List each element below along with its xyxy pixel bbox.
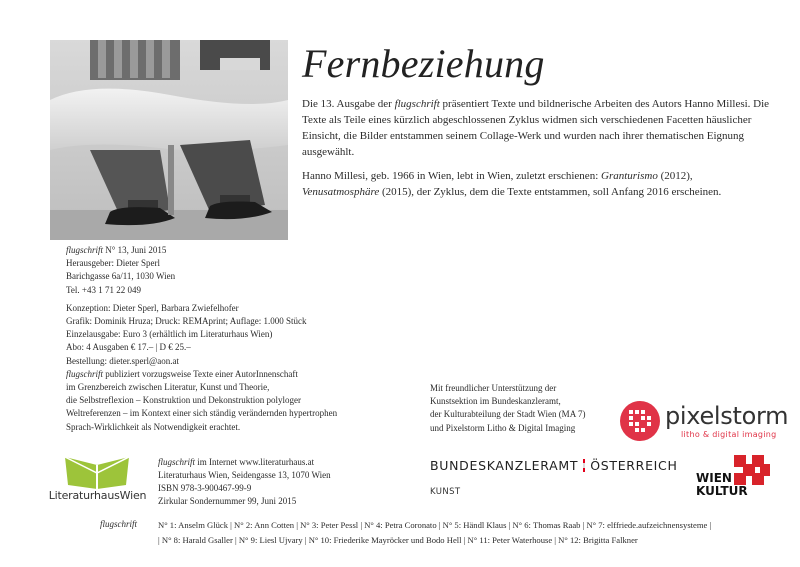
support-line: der Kulturabteilung der Stadt Wien (MA 7) xyxy=(430,409,586,420)
pixelstorm-tagline: litho & digital imaging xyxy=(681,430,777,439)
internet-info xyxy=(158,456,438,508)
impressum xyxy=(66,244,426,434)
internet-line-3: ISBN 978-3-900467-99-9 xyxy=(158,483,252,493)
intro-text xyxy=(302,96,772,208)
wien-kultur-icon xyxy=(690,455,780,505)
bka-name: BUNDESKANZLERAMT ÖSTERREICH xyxy=(430,458,678,473)
internet-line-1: flugschrift im Internet www.literaturhaus.at xyxy=(158,457,315,467)
cover-photo xyxy=(50,40,288,240)
legs-chair-photo xyxy=(50,40,288,240)
pixelstorm-name: pixelstorm xyxy=(665,402,789,430)
series-line-2: | N° 8: Harald Gsaller | N° 9: Liesl Ujvary | N° 10: Friederike Mayröcker und Bodo Hell | N° 11: Peter Waterhouse | N° 12: Brigitta Falkner xyxy=(158,535,638,545)
series-label: flugschrift xyxy=(100,519,138,529)
support-line: Kunstsektion im Bundeskanzleramt, xyxy=(430,396,561,407)
description-line-2: im Grenzbereich zwischen Literatur, Kunst und Theorie, xyxy=(66,382,270,393)
support-line: Mit freundlicher Unterstützung der xyxy=(430,383,557,393)
bka-sub: KUNST xyxy=(430,487,461,497)
description-line-4: Weltreferenzen – im Kontext einer sich ständig verändernden hypertrophen xyxy=(66,408,338,419)
open-book-icon xyxy=(40,455,155,489)
support-text xyxy=(430,382,630,435)
series-line-1: N° 1: Anselm Glück | N° 2: Ann Cotten | N° 3: Peter Pessl | N° 4: Petra Coronato | N° 5: Händl Klaus | N° 6: Thomas Raab | N° 7: elffriede.aufzeichnensysteme | xyxy=(158,520,712,530)
phone: Tel. +43 1 71 22 049 xyxy=(66,284,141,295)
order-email: Bestellung: dieter.sperl@aon.at xyxy=(66,355,180,366)
pixelstorm-logo xyxy=(619,400,789,442)
internet-line-2: Literaturhaus Wien, Seidengasse 13, 1070 Wien xyxy=(158,470,331,480)
single-issue: Einzelausgabe: Euro 3 (erhältlich im Literaturhaus Wien) xyxy=(66,329,273,340)
pixelstorm-dots-icon xyxy=(619,400,661,442)
wien-kultur-line1: WIEN xyxy=(696,471,732,485)
internet-line-4: Zirkular Sondernummer 99, Juni 2015 xyxy=(158,496,297,506)
subscription: Abo: 4 Ausgaben € 17.– | D € 25.– xyxy=(66,342,191,353)
issue-line: flugschrift N° 13, Juni 2015 xyxy=(66,245,167,255)
austria-flag-icon xyxy=(583,459,585,472)
publisher: Herausgeber: Dieter Sperl xyxy=(66,258,160,269)
literaturhaus-name: LiteraturhausWien xyxy=(48,489,147,502)
wien-kultur-logo xyxy=(690,455,780,505)
support-line: und Pixelstorm Litho & Digital Imaging xyxy=(430,422,576,433)
page-title: Fernbeziehung xyxy=(302,41,545,86)
address: Barichgasse 6a/11, 1030 Wien xyxy=(66,271,176,282)
graphic: Grafik: Dominik Hruza; Druck: REMAprint; Auflage: 1.000 Stück xyxy=(66,316,307,327)
intro-paragraph-2: Hanno Millesi, geb. 1966 in Wien, lebt in Wien, zuletzt erschienen: Granturismo (2012), Venusatmosphäre (2015), der Zyklus, dem die Texte entstammen, soll Anfang 2016 erscheinen. xyxy=(302,170,722,198)
series-list xyxy=(158,518,788,548)
description-line-1: flugschrift publiziert vorzugsweise Texte einer AutorInnenschaft xyxy=(66,368,298,379)
concept: Konzeption: Dieter Sperl, Barbara Zwiefelhofer xyxy=(66,302,239,313)
literaturhaus-logo xyxy=(40,455,155,517)
bka-logo xyxy=(430,458,678,497)
description-line-3: die Selbstreflexion – Konstruktion und Dekonstruktion polyloger xyxy=(66,395,301,406)
intro-paragraph-1: Die 13. Ausgabe der flugschrift präsentiert Texte und bildnerische Arbeiten des Autors Hanno Millesi. Die Texte als Teile eines kürzlich abgeschlossenen Zyklus widmen sich verschiedenen Facetten häuslicher Einsicht, die Bilder entstammen seinem Collage-Werk und wurden nach ihrer thematischen Eignung ausgewählt. xyxy=(302,98,770,158)
description-line-5: Sprach-Wirklichkeit als Notwendigkeit erachtet. xyxy=(66,421,241,432)
wien-kultur-line2: KULTUR xyxy=(696,484,748,498)
